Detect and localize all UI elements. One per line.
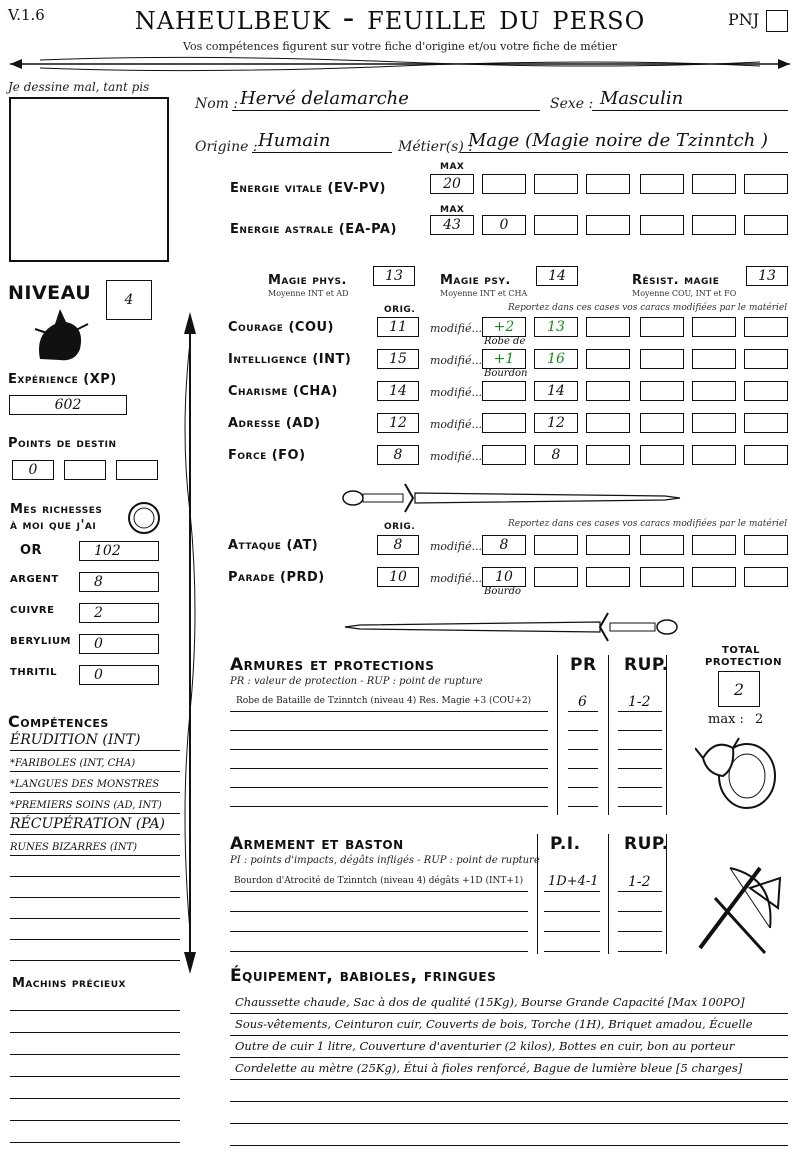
- arme-rup-line-2: [618, 931, 662, 932]
- caracs-orig-1[interactable]: 15: [377, 349, 419, 369]
- armures-col-pr: PR: [570, 655, 597, 675]
- combat-value-0-0[interactable]: 8: [482, 535, 526, 555]
- combat-value-0-2[interactable]: [586, 535, 630, 555]
- armure-pr-0[interactable]: 6: [578, 694, 587, 710]
- caracs-value-1-1[interactable]: 16: [534, 349, 578, 369]
- caracs-label-4: Force (FO): [228, 448, 306, 463]
- armure-rup-line-4: [618, 787, 662, 788]
- armures-divider-1: [557, 655, 558, 815]
- total-protection-label-1: TOTAL: [722, 645, 760, 656]
- origine-value[interactable]: Humain: [258, 130, 331, 151]
- caracs-note: Reportez dans ces cases vos caracs modifiées par le matériel: [508, 303, 788, 313]
- magie-psy-box[interactable]: 14: [536, 266, 578, 286]
- ea-box-1[interactable]: 43: [430, 215, 474, 235]
- machin-line-3[interactable]: [10, 1076, 180, 1077]
- ea-box-5[interactable]: [640, 215, 684, 235]
- equipement-rule-4: [230, 1101, 788, 1102]
- ev-box-3[interactable]: [534, 174, 578, 194]
- richesses-label-1: Mes richesses: [10, 502, 103, 517]
- caracs-value-2-0[interactable]: [482, 381, 526, 401]
- pnj-label: PNJ: [728, 10, 760, 29]
- competence-line-2: [10, 792, 180, 793]
- arme-name-0[interactable]: Bourdon d'Atrocité de Tzinntch (niveau 4) dégâts +1D (INT+1): [234, 876, 524, 886]
- magie-psy-note: Moyenne INT et CHA: [440, 289, 528, 298]
- caracs-value-4-3[interactable]: [640, 445, 684, 465]
- richesse-box-0[interactable]: 102: [79, 541, 159, 561]
- richesse-label-3: BERYLIUM: [10, 636, 72, 647]
- niveau-label: NIVEAU: [8, 282, 92, 304]
- equipement-rule-0: [230, 1013, 788, 1014]
- arme-pi-0[interactable]: 1D+4-1: [548, 874, 599, 889]
- caracs-value-1-3[interactable]: [640, 349, 684, 369]
- arme-pi-line-1: [544, 911, 600, 912]
- armure-name-0[interactable]: Robe de Bataille de Tzinntch (niveau 4) Res. Magie +3 (COU+2): [236, 696, 532, 706]
- resist-magie-label: Résist. magie: [632, 273, 720, 288]
- metier-value[interactable]: Mage (Magie noire de Tzinntch ): [468, 130, 769, 151]
- combat-value-1-0[interactable]: 10: [482, 567, 526, 587]
- richesses-label-2: à moi que j'ai: [10, 518, 97, 533]
- equipement-rule-3: [230, 1079, 788, 1080]
- max-protection-label: max :: [708, 712, 744, 727]
- armement-title: Armement et baston: [230, 834, 404, 854]
- armure-pr-line-3: [568, 768, 598, 769]
- richesse-label-1: ARGENT: [10, 574, 59, 585]
- armure-rup-0[interactable]: 1-2: [628, 694, 651, 710]
- machin-line-2[interactable]: [10, 1054, 180, 1055]
- ea-box-2[interactable]: 0: [482, 215, 526, 235]
- portrait-caption: Je dessine mal, tant pis: [8, 80, 150, 94]
- competence-line-7: [10, 897, 180, 898]
- helmet-shield-icon: [695, 728, 785, 813]
- caracs-value-3-4[interactable]: [692, 413, 736, 433]
- equipement-line-1[interactable]: Sous-vêtements, Ceinturon cuir, Couverts de bois, Torche (1H), Briquet amadou, Écuelle: [235, 1017, 753, 1031]
- richesse-box-3[interactable]: 0: [79, 634, 159, 654]
- caracs-orig-3[interactable]: 12: [377, 413, 419, 433]
- machin-line-5[interactable]: [10, 1120, 180, 1121]
- origine-label: Origine :: [195, 139, 258, 155]
- ev-label: Energie vitale (EV-PV): [230, 181, 386, 196]
- armure-line-1: [230, 730, 548, 731]
- armement-divider-2: [608, 834, 609, 954]
- magie-phys-label: Magie phys.: [268, 273, 347, 288]
- armement-col-rup: RUP.: [624, 834, 669, 854]
- competences-title: Compétences: [8, 712, 109, 731]
- combat-value-1-3[interactable]: [640, 567, 684, 587]
- caracs-label-2: Charisme (CHA): [228, 384, 338, 399]
- combat-value-0-1[interactable]: [534, 535, 578, 555]
- metier-line: [460, 152, 788, 153]
- competence-line-8: [10, 918, 180, 919]
- combat-value-0-3[interactable]: [640, 535, 684, 555]
- arme-pi-line-0: [544, 891, 600, 892]
- armement-divider-3: [666, 834, 667, 954]
- competence-4[interactable]: RÉCUPÉRATION (PA): [10, 816, 166, 832]
- equipement-line-0[interactable]: Chaussette chaude, Sac à dos de qualité (15Kg), Bourse Grande Capacité [Max 100PO]: [235, 995, 745, 1009]
- resist-magie-note: Moyenne COU, INT et FO: [632, 289, 737, 298]
- caracs-value-4-5[interactable]: [744, 445, 788, 465]
- armure-pr-line-0: [568, 711, 598, 712]
- caracs-modifie-4: modifié...: [430, 450, 482, 463]
- competence-3[interactable]: *PREMIERS SOINS (AD, INT): [10, 800, 162, 811]
- competence-line-0: [10, 750, 180, 751]
- armures-divider-2: [608, 655, 609, 815]
- caracs-value-1-0[interactable]: +1: [482, 349, 526, 369]
- destin-box-1[interactable]: 0: [12, 460, 54, 480]
- arme-line-3: [230, 951, 528, 952]
- competence-line-3: [10, 813, 180, 814]
- dragon-icon: [30, 304, 90, 366]
- competence-line-1: [10, 771, 180, 772]
- richesse-label-0: OR: [20, 543, 43, 558]
- armure-line-0: [230, 711, 548, 712]
- arme-pi-line-2: [544, 931, 600, 932]
- arme-line-1: [230, 911, 528, 912]
- caracs-orig-4[interactable]: 8: [377, 445, 419, 465]
- ea-box-6[interactable]: [692, 215, 736, 235]
- armement-col-pi: P.I.: [550, 834, 581, 854]
- caracs-value-2-4[interactable]: [692, 381, 736, 401]
- caracs-value-1-4[interactable]: [692, 349, 736, 369]
- arme-rup-line-1: [618, 911, 662, 912]
- weapons-icon: [690, 858, 790, 958]
- armure-pr-line-4: [568, 787, 598, 788]
- machin-line-1[interactable]: [10, 1032, 180, 1033]
- armure-line-4: [230, 787, 548, 788]
- arme-line-2: [230, 931, 528, 932]
- caracs-modifie-3: modifié...: [430, 418, 482, 431]
- combat-annot-1: Bourdo: [484, 586, 522, 597]
- combat-value-0-5[interactable]: [744, 535, 788, 555]
- equipement-line-3[interactable]: Cordelette au mètre (25Kg), Étui à fioles renforcé, Bague de lumière bleue [5 charges]: [235, 1061, 743, 1075]
- magie-phys-note: Moyenne INT et AD: [268, 289, 349, 298]
- origine-line: [252, 152, 392, 153]
- competence-line-5: [10, 855, 180, 856]
- spear-ornament: [178, 312, 202, 974]
- competence-line-4: [10, 834, 180, 835]
- destin-box-3[interactable]: [116, 460, 158, 480]
- equipement-rule-2: [230, 1057, 788, 1058]
- caracs-modifie-0: modifié...: [430, 322, 482, 335]
- coin-icon: [126, 500, 162, 536]
- caracs-value-1-2[interactable]: [586, 349, 630, 369]
- caracs-annot-1: Bourdon: [484, 368, 528, 379]
- xp-box[interactable]: 602: [9, 395, 127, 415]
- page-title: naheulbeuk - feuille du perso: [134, 0, 646, 38]
- armure-rup-line-2: [618, 749, 662, 750]
- sexe-label: Sexe :: [550, 96, 594, 112]
- equipement-rule-1: [230, 1035, 788, 1036]
- ea-max-label: MAX: [440, 205, 465, 215]
- resist-magie-box[interactable]: 13: [746, 266, 788, 286]
- sexe-line: [592, 110, 788, 111]
- combat-label-0: Attaque (AT): [228, 538, 319, 553]
- richesse-label-4: THRITIL: [10, 667, 58, 678]
- armure-rup-line-5: [618, 806, 662, 807]
- competence-line-10: [10, 960, 180, 961]
- nom-label: Nom :: [195, 96, 239, 112]
- sword-ornament-2: [340, 607, 685, 647]
- combat-label-1: Parade (PRD): [228, 570, 325, 585]
- arme-pi-line-3: [544, 951, 600, 952]
- caracs-value-0-0[interactable]: +2: [482, 317, 526, 337]
- caracs-modifie-2: modifié...: [430, 386, 482, 399]
- total-protection-label-2: PROTECTION: [705, 657, 782, 668]
- caracs-annot-0: Robe de: [484, 336, 526, 347]
- armure-rup-line-1: [618, 730, 662, 731]
- xp-label: Expérience (XP): [8, 372, 117, 387]
- caracs-value-4-0[interactable]: [482, 445, 526, 465]
- combat-modifie-1: modifié...: [430, 572, 482, 585]
- total-protection-box[interactable]: 2: [718, 671, 760, 707]
- combat-modifie-0: modifié...: [430, 540, 482, 553]
- caracs-value-3-5[interactable]: [744, 413, 788, 433]
- pnj-checkbox[interactable]: [766, 10, 788, 32]
- machins-title: Machins précieux: [12, 976, 126, 991]
- destin-box-2[interactable]: [64, 460, 106, 480]
- caracs-value-1-5[interactable]: [744, 349, 788, 369]
- competence-2[interactable]: *LANGUES DES MONSTRES: [10, 779, 160, 790]
- destin-label: Points de destin: [8, 436, 117, 451]
- combat-value-1-5[interactable]: [744, 567, 788, 587]
- richesse-label-2: CUIVRE: [10, 605, 55, 616]
- caracs-value-4-1[interactable]: 8: [534, 445, 578, 465]
- equipement-line-2[interactable]: Outre de cuir 1 litre, Couverture d'aventurier (2 kilos), Bottes en cuir, bon au porteur: [235, 1039, 735, 1053]
- arme-line-0: [230, 891, 528, 892]
- combat-value-1-4[interactable]: [692, 567, 736, 587]
- caracs-label-0: Courage (COU): [228, 320, 334, 335]
- ev-box-5[interactable]: [640, 174, 684, 194]
- caracs-value-0-4[interactable]: [692, 317, 736, 337]
- arme-rup-0[interactable]: 1-2: [628, 874, 651, 890]
- caracs-label-1: Intelligence (INT): [228, 352, 352, 367]
- caracs-value-0-2[interactable]: [586, 317, 630, 337]
- armure-line-3: [230, 768, 548, 769]
- armure-rup-line-0: [618, 711, 662, 712]
- caracs-value-3-3[interactable]: [640, 413, 684, 433]
- caracs-value-2-1[interactable]: 14: [534, 381, 578, 401]
- version-label: V.1.6: [8, 6, 45, 24]
- combat-orig-1[interactable]: 10: [377, 567, 419, 587]
- caracs-value-3-0[interactable]: [482, 413, 526, 433]
- caracs-value-0-3[interactable]: [640, 317, 684, 337]
- combat-orig-0[interactable]: 8: [377, 535, 419, 555]
- machin-line-4[interactable]: [10, 1098, 180, 1099]
- armures-col-rup: RUP.: [624, 655, 669, 675]
- combat-note: Reportez dans ces cases vos caracs modifiées par le matériel: [508, 519, 788, 529]
- ev-max-label: MAX: [440, 162, 465, 172]
- nom-value[interactable]: Hervé delamarche: [240, 88, 409, 109]
- armure-pr-line-2: [568, 749, 598, 750]
- combat-value-0-4[interactable]: [692, 535, 736, 555]
- richesse-box-2[interactable]: 2: [79, 603, 159, 623]
- equipement-rule-5: [230, 1123, 788, 1124]
- caracs-value-0-1[interactable]: 13: [534, 317, 578, 337]
- equipement-rule-6: [230, 1145, 788, 1146]
- caracs-orig-2[interactable]: 14: [377, 381, 419, 401]
- combat-value-1-1[interactable]: [534, 567, 578, 587]
- machin-line-0[interactable]: [10, 1010, 180, 1011]
- caracs-orig-label: ORIG.: [384, 305, 416, 315]
- competence-1[interactable]: *FARIBOLES (INT, CHA): [10, 758, 136, 769]
- armure-pr-line-5: [568, 806, 598, 807]
- armure-line-5: [230, 806, 548, 807]
- ea-box-7[interactable]: [744, 215, 788, 235]
- caracs-value-4-2[interactable]: [586, 445, 630, 465]
- armures-note: PR : valeur de protection - RUP : point de rupture: [230, 676, 483, 687]
- armement-divider-1: [537, 834, 538, 954]
- arme-rup-line-0: [618, 891, 662, 892]
- richesse-box-4[interactable]: 0: [79, 665, 159, 685]
- caracs-modifie-1: modifié...: [430, 354, 482, 367]
- armures-divider-3: [666, 655, 667, 815]
- richesse-box-1[interactable]: 8: [79, 572, 159, 592]
- competence-line-9: [10, 939, 180, 940]
- header-ornament: [0, 52, 800, 76]
- nom-line: [232, 110, 540, 111]
- caracs-value-2-3[interactable]: [640, 381, 684, 401]
- caracs-value-3-2[interactable]: [586, 413, 630, 433]
- ea-label: Energie astrale (EA-PA): [230, 222, 397, 237]
- magie-psy-label: Magie psy.: [440, 273, 511, 288]
- armement-note: PI : points d'impacts, dégâts infligés - RUP : point de rupture: [230, 855, 540, 866]
- competence-5[interactable]: RUNES BIZARRES (INT): [10, 842, 138, 853]
- caracs-value-2-2[interactable]: [586, 381, 630, 401]
- ea-box-4[interactable]: [586, 215, 630, 235]
- ea-box-3[interactable]: [534, 215, 578, 235]
- ev-box-7[interactable]: [744, 174, 788, 194]
- metier-label: Métier(s) :: [398, 139, 473, 155]
- armure-line-2: [230, 749, 548, 750]
- combat-orig-label: ORIG.: [384, 522, 416, 532]
- portrait-box[interactable]: [9, 97, 169, 262]
- page-subtitle: Vos compétences figurent sur votre fiche d'origine et/ou votre fiche de métier: [183, 40, 617, 53]
- equipement-title: Équipement, babioles, fringues: [230, 966, 497, 986]
- ev-box-1[interactable]: 20: [430, 174, 474, 194]
- ev-box-2[interactable]: [482, 174, 526, 194]
- caracs-value-4-4[interactable]: [692, 445, 736, 465]
- armure-pr-line-1: [568, 730, 598, 731]
- caracs-value-0-5[interactable]: [744, 317, 788, 337]
- caracs-label-3: Adresse (AD): [228, 416, 321, 431]
- magie-phys-box[interactable]: 13: [373, 266, 415, 286]
- armures-title: Armures et protections: [230, 655, 435, 675]
- caracs-orig-0[interactable]: 11: [377, 317, 419, 337]
- combat-value-1-2[interactable]: [586, 567, 630, 587]
- sexe-value[interactable]: Masculin: [600, 88, 684, 109]
- caracs-value-3-1[interactable]: 12: [534, 413, 578, 433]
- machin-line-6[interactable]: [10, 1142, 180, 1143]
- competence-0[interactable]: ÉRUDITION (INT): [10, 732, 141, 748]
- ev-box-6[interactable]: [692, 174, 736, 194]
- caracs-value-2-5[interactable]: [744, 381, 788, 401]
- ev-box-4[interactable]: [586, 174, 630, 194]
- armure-rup-line-3: [618, 768, 662, 769]
- max-protection-value[interactable]: 2: [755, 712, 764, 727]
- niveau-box[interactable]: 4: [106, 280, 152, 320]
- sword-ornament-1: [335, 478, 685, 518]
- competence-line-6: [10, 876, 180, 877]
- arme-rup-line-3: [618, 951, 662, 952]
